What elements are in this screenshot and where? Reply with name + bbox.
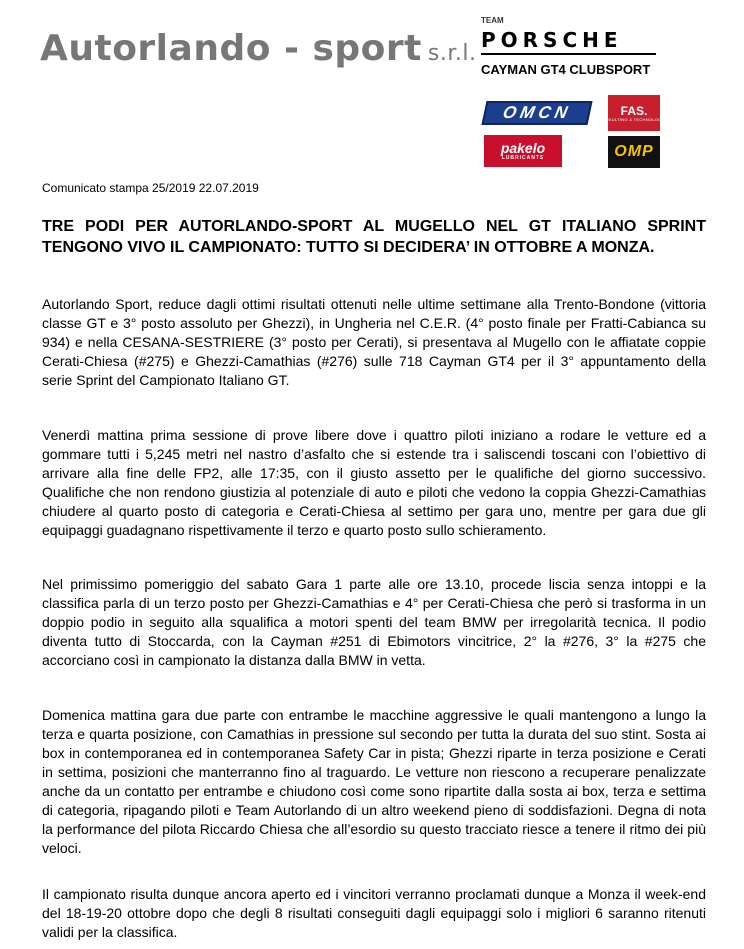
company-logo [40, 28, 476, 69]
cayman-clubsport-label: CAYMAN GT4 CLUBSPORT [481, 62, 651, 77]
company-logo-suffix: s.r.l. [427, 41, 477, 66]
press-release-meta: Comunicato stampa 25/2019 22.07.2019 [42, 181, 259, 195]
omcn-logo-text: OMCN [501, 103, 574, 122]
company-logo-text: Autorlando - sport [40, 28, 422, 69]
omp-logo [608, 136, 660, 168]
pakelo-logo-text: pakelo [500, 140, 546, 156]
body-paragraph-3: Nel primissimo pomeriggio del sabato Gara 1 parte alle ore 13.10, procede liscia senza intoppi e la classifica parla di un terzo posto per Ghezzi-Camathias e 4° per Cerati-Chiesa che però si trasforma in un doppio podio in seguito alla squalifica a motori spenti del team BMW per irregolarità tecnica. Il podio diventa tutto di Stoccarda, con la Cayman #251 di Ebimotors vincitrice, 2° la #276, 3° la #275 che accorciano così in campionato la distanza dalla BMW in vetta. [42, 576, 706, 668]
body-paragraph-2: Venerdì mattina prima sessione di prove libere dove i quattro piloti iniziano a rodare le vetture ed a gommare tutti i 5,245 metri nel nastro d’asfalto che si estende tra i saliscendi toscani con l’obiettivo di arrivare alla fine delle FP2, alle 17:35, con il giusto assetto per le qualifiche del giorno successivo. Qualifiche che non rendono giustizia al potenziale di auto e piloti che vedono la coppia Ghezzi-Camathias chiudere al quarto posto di categoria e Cerati-Chiesa al settimo per gara uno, mentre per gara due gli equipaggi guadagnano rispettivamente il terzo e quarto posto sullo schieramento. [42, 427, 706, 538]
porsche-divider [481, 53, 656, 55]
omp-logo-text: OMP [614, 143, 654, 160]
pakelo-logo [484, 135, 562, 167]
body-paragraph-1: Autorlando Sport, reduce dagli ottimi risultati ottenuti nelle ultime settimane alla Trento-Bondone (vittoria classe GT e 3° posto assoluto per Ghezzi), in Ungheria nel C.E.R. (4° posto finale per Fratti-Cabianca su 934) e nella CESANA-SESTRIERE (3° posto per Cerati), si presentava al Mugello con le affiatate coppie Cerati-Chiesa (#275) e Ghezzi-Camathias (#276) sulle 718 Cayman GT4 per il 3° appuntamento della serie Sprint del Campionato Italiano GT. [42, 296, 706, 388]
body-paragraph-4: Domenica mattina gara due parte con entrambe le macchine aggressive le quali mantengono a lungo la terza e quarta posizione, con Camathias in pressione sul secondo per tutta la durata del suo stint. Sosta ai box in contemporanea ed in contemporanea Safety Car in pista; Ghezzi riparte in terza posizione e Cerati in settima, posizioni che manterranno fino al traguardo. Le vetture non riescono a recuperare penalizzate anche da un contatto per entrambe e chiudono così come sono ripartite dalla sosta ai box, terza e settima di categoria, ripagando piloti e Team Autorlando di un altro weekend pieno di soddisfazioni. Degna di nota la performance del pilota Riccardo Chiesa che all’esordio su questo tracciato riesce a tenere il ritmo dei più veloci. [42, 707, 706, 856]
fas-logo-subtitle: CONSULTING & TECHNOLOGIES [598, 116, 670, 122]
press-release-title: TRE PODI PER AUTORLANDO-SPORT AL MUGELLO NEL GT ITALIANO SPRINT TENGONO VIVO IL CAMPIONATO: TUTTO SI DECIDERA’ IN OTTOBRE A MONZA. [42, 218, 706, 256]
team-label: TEAM [481, 16, 504, 25]
body-paragraph-5: Il campionato risulta dunque ancora aperto ed i vincitori verranno proclamati dunque a Monza il week-end del 18-19-20 ottobre dopo che degli 8 risultati conseguiti dagli equipaggi solo i migliori 6 saranno ritenuti validi per la classifica. [42, 886, 706, 940]
pakelo-logo-subtitle: LUBRICANTS [501, 155, 545, 161]
omcn-logo [481, 101, 592, 125]
porsche-wordmark: PORSCHE [481, 28, 623, 52]
fas-logo-text: FAS. [620, 103, 648, 118]
fas-logo [598, 95, 670, 131]
